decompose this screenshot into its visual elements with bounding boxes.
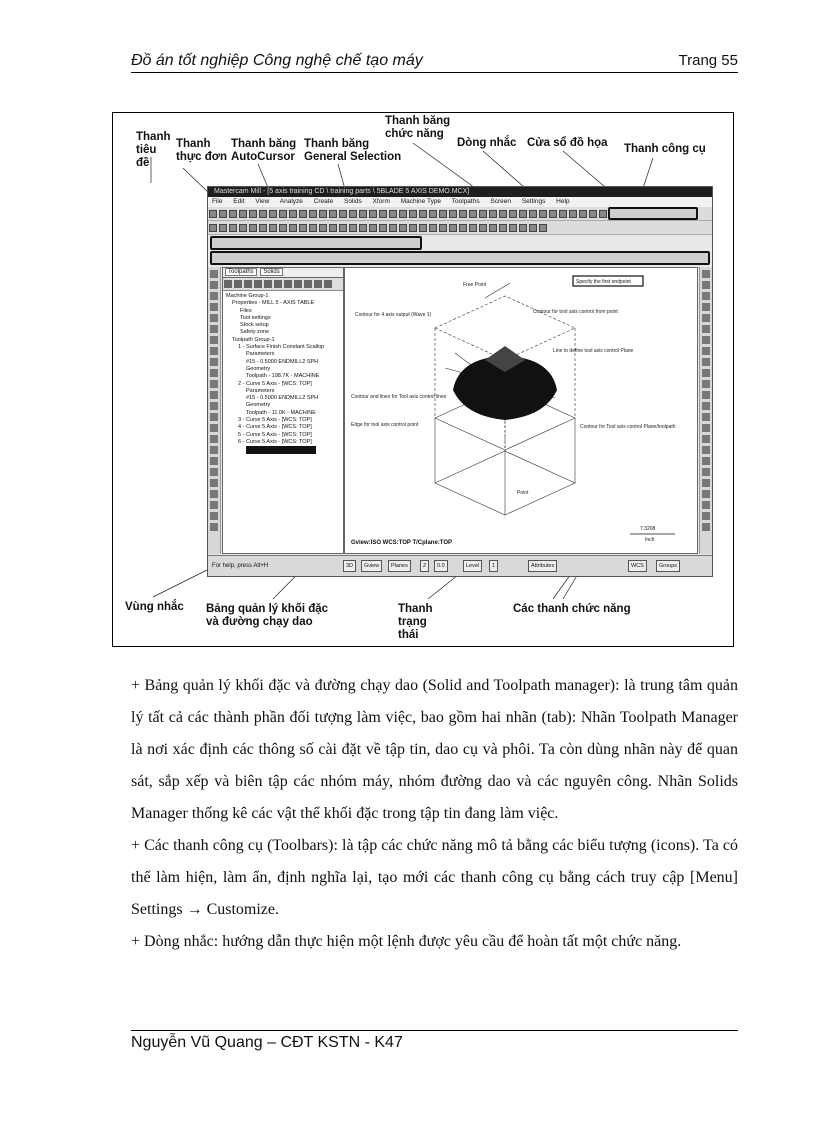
annotation-line-plane: Line to define tool axis control Plane (553, 348, 634, 354)
status-item[interactable]: Attributes (528, 560, 557, 572)
annotation-edge-point: Edge for tool axis control point (351, 422, 419, 428)
menu-item[interactable]: Edit (233, 198, 245, 205)
label-general-selection: Thanh băng General Selection (304, 138, 402, 163)
label-function-band: Thanh băng chức năng (385, 115, 451, 140)
tree-item[interactable]: #15 - 0.5000 ENDMILL2 SPH (246, 358, 319, 365)
menu-item[interactable]: Toolpaths (451, 198, 480, 205)
tree-item[interactable]: Geometry (246, 402, 271, 409)
annotation-point: Point (517, 490, 529, 496)
graphics-footer: Gview:ISO WCS:TOP T/Cplane:TOP (351, 540, 453, 546)
prompt-text: Specify the first endpoint (576, 279, 631, 285)
paragraph-solid-toolpath-manager: + Bảng quản lý khối đặc và đường chạy dao (Solid and Toolpath manager): là trung tâm quản lý tất cả các thành phần đối tượng làm việc, bao gồm hai nhãn (tab): Nhãn Toolpath Manager là nơi xác định các thông số cài đặt về tập tin, dao cụ và phôi. Ta còn dùng nhãn này để quan sát, sắp xếp và biên tập các nhóm máy, nhóm đường dao và các nguyên công. Nhãn Solids Manager thống kê các vật thể khối đặc trong tập tin đang làm việc. (131, 677, 738, 822)
menu-item[interactable]: View (255, 198, 270, 205)
page-number: Trang 55 (678, 52, 738, 69)
label-prompt-area: Vùng nhắc (125, 601, 184, 613)
tree-item[interactable]: 3 - Curve 5 Axis - [WCS: TOP] (238, 417, 312, 424)
annotation-contour-lines: Contour and lines for Tool axis control lines (351, 394, 447, 400)
annotation-contour-plane-path: Contour for Tool axis control Plane/toolpath (580, 424, 676, 430)
general-selection-ribbon[interactable] (210, 251, 710, 265)
tree-item[interactable]: Safety zone (240, 329, 270, 336)
label-title-bar: Thanh tiêu đề (136, 131, 171, 169)
scale-value: 7.3208 (640, 526, 656, 532)
page-footer-author: Nguyễn Vũ Quang – CĐT KSTN - K47 (131, 1034, 403, 1051)
footer-rule (131, 1030, 738, 1031)
app-menu-bar (208, 197, 712, 207)
status-item[interactable]: 3D (343, 560, 356, 572)
tab-solids[interactable]: Solids (260, 268, 282, 276)
status-help-text: For help, press Alt+H (212, 563, 269, 569)
paragraph-toolbars: + Các thanh công cụ (Toolbars): là tập các chức năng mô tả bằng các biểu tượng (icons). Ta có thể làm hiện, làm ẩn, định nghĩa lại, tạo mới các thanh công cụ bằng cách truy cập [Menu] Settings → Customize. (131, 837, 738, 918)
paragraph-prompt-line: + Dòng nhắc: hướng dẫn thực hiện một lệnh được yêu cầu để hoàn tất một chức năng. (131, 933, 682, 950)
menu-item[interactable]: Xform (372, 198, 390, 205)
tree-item[interactable]: Parameters (246, 351, 275, 358)
label-autocursor: Thanh băng AutoCursor (231, 138, 297, 163)
status-item[interactable]: Groups (656, 560, 680, 572)
leader-status-bar (428, 575, 458, 599)
label-menu-bar: Thanh thực đơn (176, 138, 227, 163)
annotation-free-point: Free Point (463, 282, 487, 288)
manager-tabs (223, 268, 343, 278)
tree-item[interactable]: Tool settings (240, 314, 271, 321)
body-text (131, 670, 738, 958)
mastercam-screenshot (207, 186, 713, 577)
menu-item[interactable]: Help (556, 198, 570, 205)
menu-item[interactable]: Analyze (279, 198, 303, 205)
status-item[interactable]: 0.0 (434, 560, 448, 572)
tree-item[interactable]: Files (240, 307, 252, 314)
toolbar-highlight[interactable] (608, 207, 698, 220)
menu-item[interactable]: Solids (344, 198, 362, 205)
tree-item[interactable]: Toolpath - 11.0K - MACHINE (246, 409, 316, 416)
autocursor-ribbon[interactable] (210, 236, 422, 250)
app-title-bar: Mastercam Mill - [5 axis training CD \ training parts \ 5BLADE 5 AXIS DEMO.MCX] (208, 187, 712, 197)
annotation-contour-from: Contour for tool axis control from point (533, 309, 618, 315)
tree-item[interactable]: 4 - Curve 5 Axis - [WCS: TOP] (238, 424, 312, 431)
manager-toolbar[interactable] (223, 278, 343, 291)
status-item[interactable]: Z (420, 560, 429, 572)
menu-item[interactable]: Create (313, 198, 334, 205)
toolpath-tree (223, 291, 343, 456)
status-item[interactable]: Gview (361, 560, 382, 572)
tree-item[interactable]: Toolpath - 198.7K - MACHINE (246, 373, 320, 380)
app-status-bar (208, 555, 712, 576)
label-toolbar: Thanh công cụ (624, 143, 706, 155)
tree-item[interactable]: Geometry (246, 365, 271, 372)
tree-item[interactable]: #15 - 0.5000 ENDMILL2 SPH (246, 395, 319, 402)
tree-item[interactable]: Stock setup (240, 322, 269, 329)
scale-unit: Inch (645, 537, 655, 543)
status-item[interactable]: Level (463, 560, 482, 572)
status-item[interactable]: 1 (489, 560, 498, 572)
menu-item[interactable]: Screen (490, 198, 512, 205)
tree-item[interactable]: 2 - Curve 5 Axis - [WCS: TOP] (238, 380, 312, 387)
tab-toolpaths[interactable]: Toolpaths (225, 268, 257, 276)
label-manager-panel: Bảng quản lý khối đặc và đường chạy dao (206, 603, 329, 628)
graphics-window[interactable] (344, 267, 698, 554)
label-function-bars: Các thanh chức năng (513, 603, 631, 615)
tree-selection-bar[interactable] (246, 446, 316, 453)
header-rule (131, 72, 738, 73)
menu-item[interactable]: Settings (521, 198, 546, 205)
label-prompt-line: Dòng nhắc (457, 137, 517, 149)
tree-item[interactable]: Properties - MILL 5 - AXIS TABLE (232, 300, 315, 307)
status-item[interactable]: WCS (628, 560, 647, 572)
label-graphics-window: Cửa sổ đồ họa (527, 137, 608, 149)
toolpath-manager-panel (222, 267, 344, 554)
main-toolbar-row-2[interactable] (208, 221, 712, 235)
tree-item[interactable]: Parameters (246, 387, 275, 394)
right-toolbar[interactable] (699, 267, 712, 554)
menu-item[interactable]: File (212, 198, 223, 205)
tree-item[interactable]: Machine Group-1 (226, 293, 269, 299)
tree-item[interactable]: Toolpath Group-1 (232, 336, 275, 343)
tree-item[interactable]: 1 - Surface Finish Constant Scallop (238, 344, 325, 351)
status-item[interactable]: Planes (388, 560, 411, 572)
tree-item[interactable]: 6 - Curve 5 Axis - [WCS: TOP] (238, 438, 312, 445)
annotation-contour-4axis: Contour for 4 axis output (Wave 1) (355, 312, 432, 318)
leader-prompt-area (153, 568, 211, 597)
label-status-bar: Thanh trạng thái (398, 603, 433, 641)
menu-item[interactable]: Machine Type (400, 198, 442, 205)
cad-drawing (345, 268, 699, 557)
page-header-title: Đồ án tốt nghiệp Công nghệ chế tạo máy (131, 52, 423, 69)
tree-item[interactable]: 5 - Curve 5 Axis - [WCS: TOP] (238, 431, 312, 438)
left-toolbar[interactable] (208, 267, 221, 554)
figure-frame (112, 112, 734, 647)
